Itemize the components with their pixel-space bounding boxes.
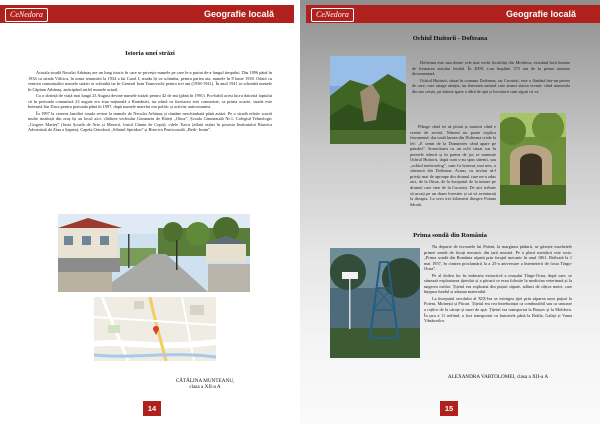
section1-title: Ochiul Huitorii - Dofteana <box>412 35 488 42</box>
brand-logo: CeNedora <box>311 8 354 22</box>
street-map <box>94 297 216 361</box>
paragraph: Nu departe de izvoarele lui Poieni, la marginea pădurii, se găsește machetele primei sonde de forați mecanic din țară noastră. Pe o placă metalică este scris: „Prima sondă din România săpată prin forajul mecanic în anul 1861. Ridicată la 1 mai 1957, în cinstea proclamării la a 25-a aniversare a întemeierii de fosta Târgu-Ocna”. <box>424 244 572 272</box>
page-number: 15 <box>440 401 458 416</box>
paragraph: Dofteana este una dintre cele mai vechi localități din Moldova, existând încă înainte de formarea statului feudal. În 2009, s-au împlinit 573 ani de la prima atestare documentară. <box>412 60 570 77</box>
paragraph: La începutul secolului al XIX-lea se extrăgea țiței prin săparea unor puțuri la Poieni, Moinești și Păcuri. Țițeiul era cea întrebuințat ca combustibil sau ca unsoare a roților de la căruțe și mori de apă. Țițeiul era transportat la Brașov și la Moldova. În țara a 11 nefiind, a fost transportat cu butoaiele până la Brăila, Galați și Vama Vânătorilor. <box>424 295 572 324</box>
right-header-bar <box>306 5 600 23</box>
section-title: Geografie locală <box>203 9 274 19</box>
oil-derrick-photo <box>330 248 420 358</box>
paragraph: Actuala stradă Neculai Arbănaș are un lung istoric în care se privește numele pe care le-a purtat de-a lungul timpului. Din 1896 până în 1934 ca strada Vâlcica, în urma renumirii la 1934 a lui Carol I, strada îți va schimba, pentru partea aia, numele în 8 lunie 1930. Odată cu venirea comuniștilor numele străzii se schimbă iar în General Ioan Tarnovschi pentru trei ani (1938-1941). În anul 1941 se schimbă numele în Căpitan Arbănaș, anticipând astfel numele actual. <box>28 70 272 92</box>
section1-body-short <box>410 124 496 207</box>
article-title: Istoria unei străzi <box>125 50 175 57</box>
paragraph: Plânge când iei să plouă și maiestr când e vreme de secetă. Nimeni nu poate explica fenomenul, dar toată lumea din Dofteana crede la fel: „E semn de la Dumnezeu când apare pe pământ”. Sonoritatea cu un ochi situat sus în peretele stâncii și în partea de jos se numește Ochiul Huitorii, după cum s-au spus sătenii, sau „ochiul meteorolog”, cum l-a botezat, mai nou, o săteancă din Dofteana. Acum, cu invitat să-l priviți mai de aproape din drumul care ne-a adus aici, de la Oituz, de la începutul de la intrare pe drumul care vine de la Cucuieți. De aici trebuie să urcați pe un drum forestier și să vă aventurați la dreapta. La vreo trei kilometri dinspre Poiana Sărată. <box>410 124 496 207</box>
paragraph: Pe al doilea loc în industria extractivă a orașului Târgu-Ocna, după sare, se situează exploatarea țițeiului și a păcurii ce erau folosite la medicina veterinară și la ungerea osiilor. Țițeiul era exploatat din puțuri săpate, adânci de câțiva metri, care înțepau fundul și adunau materialul. <box>424 272 572 295</box>
paragraph: Ca o dorință de viață mai lungă 23 August devine numele străzii pentru 42 de ani (până în 1991). Pro-babil acest lucru datorită faptului că în perioada comunistă 23 august era ziua națională a României, iar odată cu încetarea erei comuniste, ca prima ocazie, strada este botezată Ion Duca pentru perioada până în 1997, după numele marelui om politic și activist anticomunist. <box>28 93 272 110</box>
section2-title: Prima sondă din România <box>413 232 487 239</box>
section1-intro <box>412 60 570 95</box>
left-header-bar <box>0 5 294 23</box>
paragraph: Ochiul Huitorii, situat în comuna Dofteana, sat Cucuieți, este o fântână într-un perete de care, care atrage atenția, un fenomen natural care atunci starea vremii: când umezeala din aer crește, pe stâncă apare o dâră de apă și locuitorii sunt siguri că va <box>412 77 570 94</box>
article-body <box>28 70 272 134</box>
mountain-photo <box>330 56 406 144</box>
archway-photo <box>500 113 566 205</box>
section2-author: ALEXANDRA VARTOLOMEI, clasa a XII-a A <box>447 374 549 380</box>
page-number: 14 <box>143 401 161 416</box>
author-name: CĂTĂLINA MUNTEANU, <box>175 378 235 384</box>
section-title: Geografie locală <box>505 9 576 19</box>
section2-body <box>424 244 572 325</box>
paragraph: În 1997 la cererea familiei strada revine la numele de Neculai Arbănaș și rămâne neschimbată până astăzi. Pe o stradă relativ scurtă multe instituții din oraș își au locul aici: clădirea vechiului Gimnaziu de Băieți „Oituz”, Școala Gimnazială Nr.1, Colegiul Tehnologic „Grigore Marteș” (fosta Școală de Arte și Meserii, fostul Cămin de Copii), vilele Turcu (aflată astăzi în posesia Institutului Biserica Adventistă de Ziua a Șaptea), Capela Ortodoxă „Sfântul Spiridon” și Biserica Penticostală „Beth- Iesim”. <box>28 110 272 133</box>
street-photo <box>58 214 250 292</box>
brand-logo: CeNedora <box>5 8 48 22</box>
article-author <box>130 378 280 391</box>
right-page <box>300 0 600 424</box>
author-class: clasa a XII-a A <box>189 384 221 391</box>
